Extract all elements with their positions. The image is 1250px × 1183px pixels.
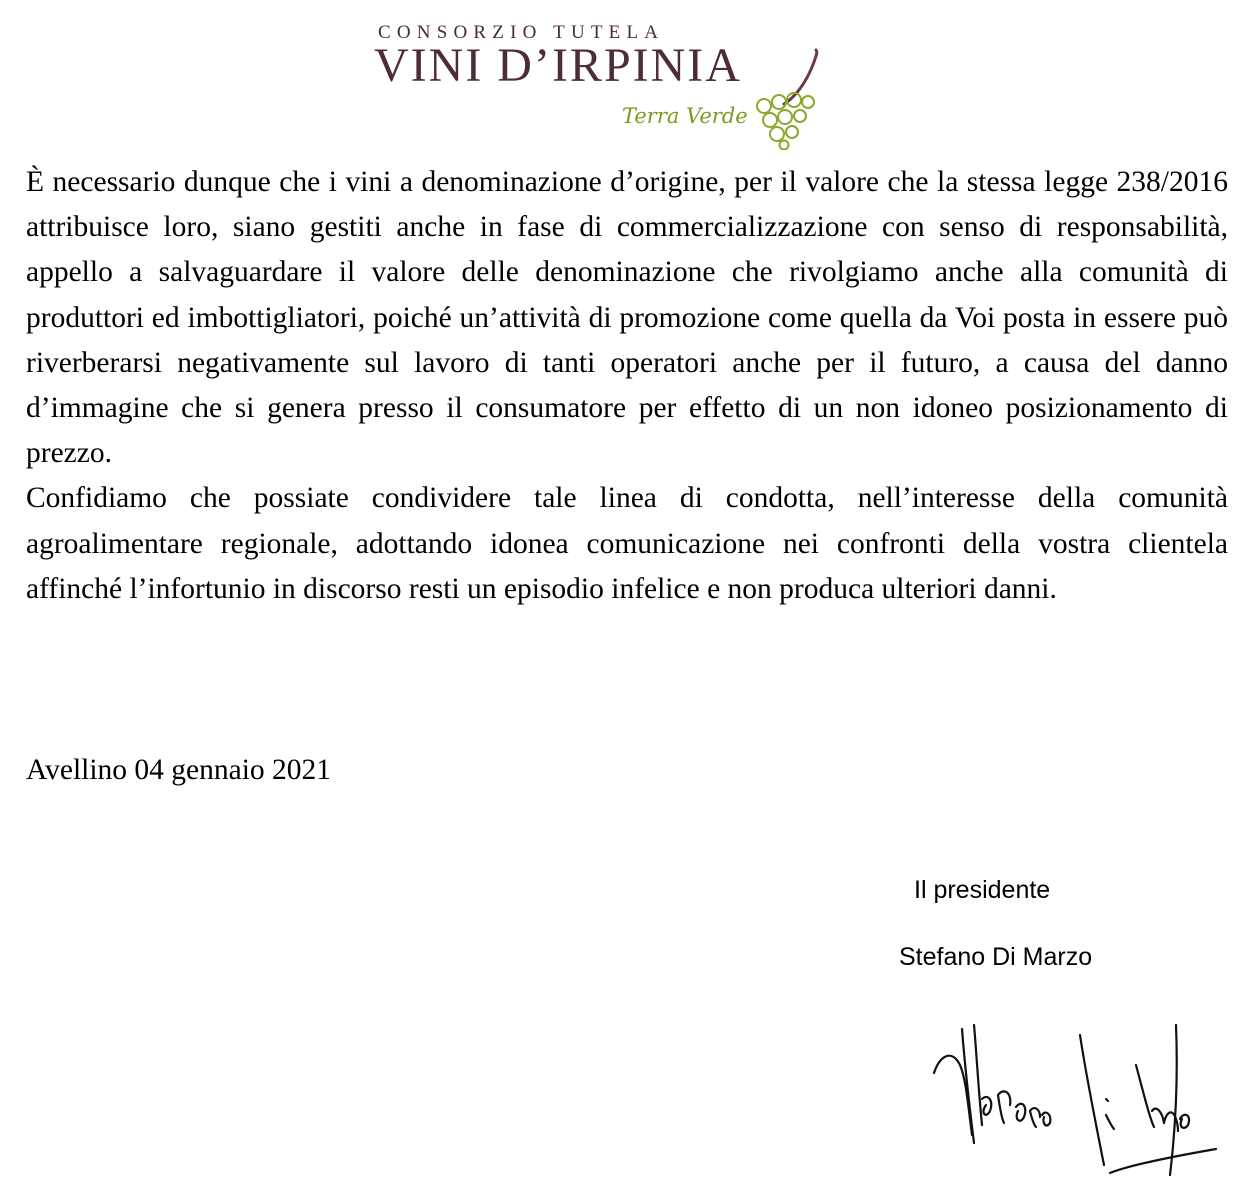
logo-main-line: VINI D’IRPINIA xyxy=(374,39,742,92)
signatory-name: Stefano Di Marzo xyxy=(899,943,1093,971)
signatory-role: Il presidente xyxy=(914,876,1051,904)
consortium-logo xyxy=(370,18,820,153)
logo-tagline: Terra Verde xyxy=(622,104,748,128)
body-paragraph: Confidiamo che possiate condividere tale linea di condotta, nell’interesse della comunità agroalimentare regionale, adottando idonea comunicazione nei confronti della vostra clientela affinché l’infortunio in discorso resti un episodio infelice e non produca ulteriori danni. xyxy=(26,482,1228,605)
logo-top-line: CONSORZIO TUTELA xyxy=(378,22,665,43)
signature-icon xyxy=(930,1015,1220,1180)
letter-body xyxy=(26,160,1228,612)
place-date: Avellino 04 gennaio 2021 xyxy=(26,754,332,786)
grapes-icon xyxy=(754,90,818,150)
body-paragraph: È necessario dunque che i vini a denominazione d’origine, per il valore che la stessa legge 238/2016 attribuisce loro, siano gestiti anche in fase di commercializzazione con senso di responsabilità, appello a salvaguardare il valore delle denominazione che rivolgiamo anche alla comunità di produttori ed imbottigliatori, poiché un’attività di promozione come quella da Voi posta in essere può riverberarsi negativamente sul lavoro di tanti operatori anche per il futuro, a causa del danno d’immagine che si genera presso il consumatore per effetto di un non idoneo posizionamento di prezzo. xyxy=(26,166,1228,470)
